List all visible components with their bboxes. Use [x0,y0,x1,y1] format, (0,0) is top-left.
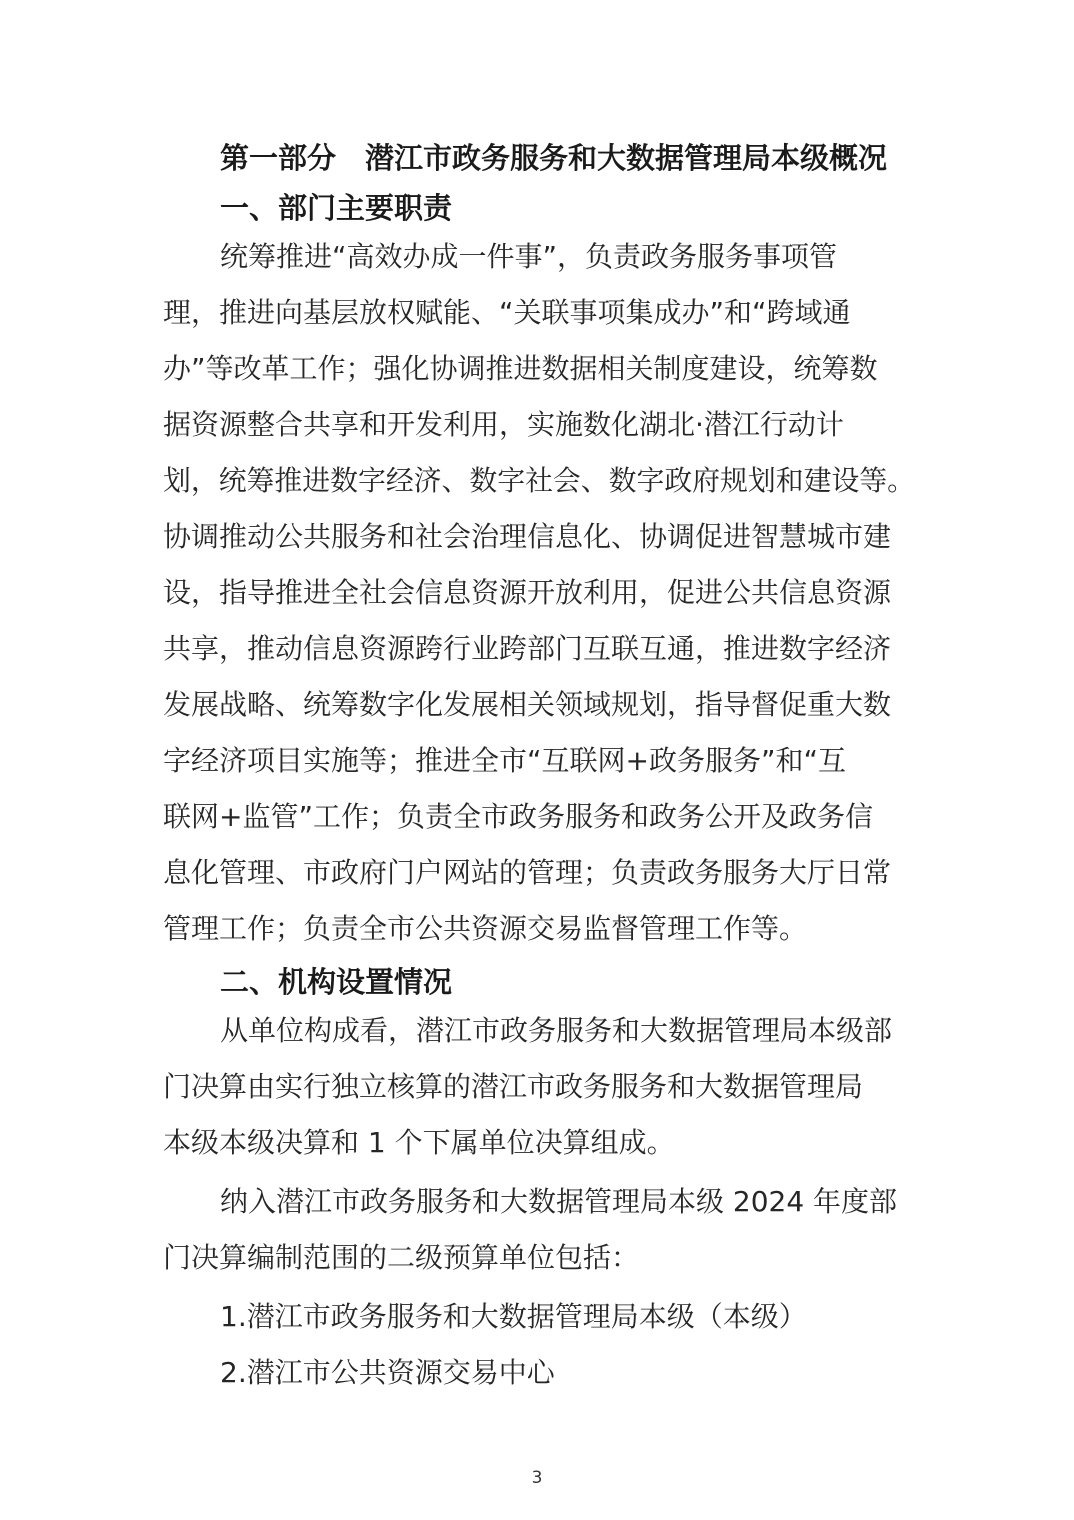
section-heading-organization: 二、机构设置情况 [220,965,453,999]
page-number: 3 [531,1468,543,1488]
document-page: 第一部分 潜江市政务服务和大数据管理局本级概况 一、部门主要职责 统筹推进“高效办成一件事”，负责政务服务事项管 理，推进向基层放权赋能、“关联事项集成办”和“跨域通 办”等改革工作；强化协调推进数据相关制度建设，统筹数 据资源整合共享和开发利用，实施数化湖北·潜江行动计 划，统筹推进数字经济、数字社会、数字政府规划和建设等。 协调推动公共服务和社会治理信息化、协调促进智慧城市建 设，指导推进全社会信息资源开放利用，促进公共信息资源 共享，推动信息资源跨行业跨部门互联互通，推进数字经济 发展战略、统筹数字化发展相关领域规划，指导督促重大数 字经济项目实施等；推进全市“互联网+政务服务”和“互 联网+监管”工作；负责全市政务服务和政务公开及政务信 息化管理、市政府门户网站的管理；负责政务服务大厅日常 管理工作；负责全市公共资源交易监督管理工作等。 二、机构设置情况 从单位构成看，潜江市政务服务和大数据管理局本级部 门决算由实行独立核算的潜江市政务服务和大数据管理局 本级本级决算和 1 个下属单位决算组成。 纳入潜江市政务服务和大数据管理局本级 2024 年度部 门决算编制范围的二级预算单位包括： 1.潜江市政务服务和大数据管理局本级（本级） 2.潜江市公共资源交易中心 3 [0,0,1074,1520]
section-heading-responsibilities: 一、部门主要职责 [220,191,453,225]
page-title: 第一部分 潜江市政务服务和大数据管理局本级概况 [220,141,888,175]
